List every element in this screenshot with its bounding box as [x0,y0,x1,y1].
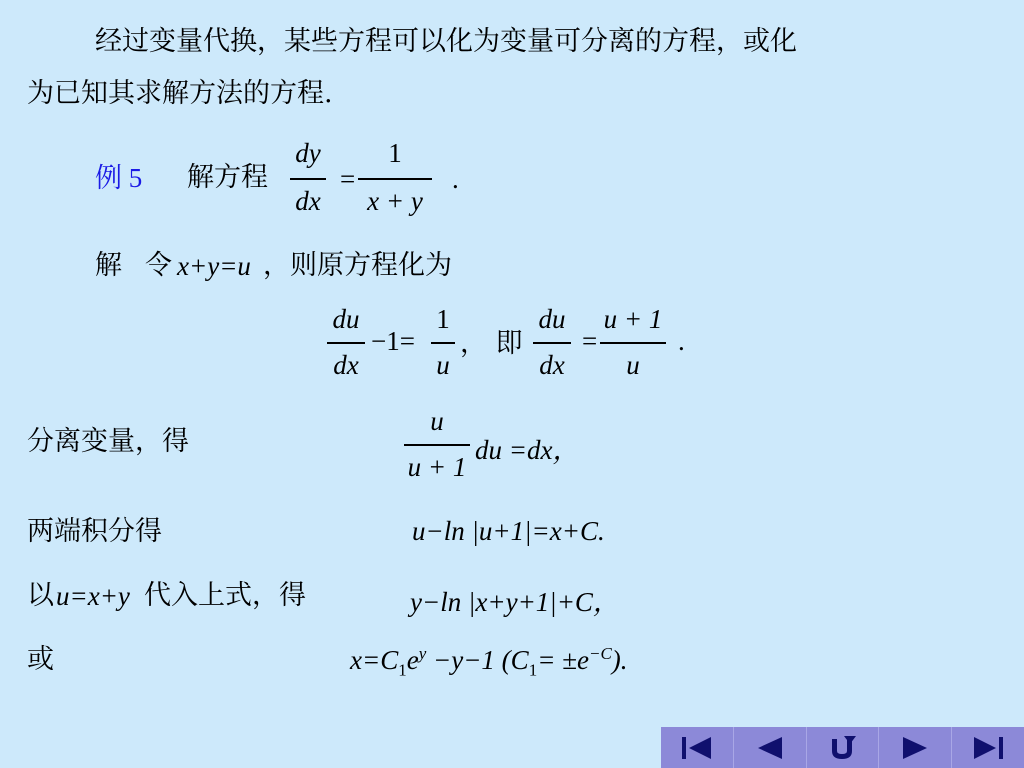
substitute-label-a: 以 [27,580,54,611]
eq2-fraction-2 [431,304,455,388]
fraction-numerator: du [538,304,566,334]
fraction-denominator: dx [333,350,359,380]
example-lhs-fraction [290,138,326,222]
intro-line-2: 为已知其求解方法的方程. [27,78,333,109]
previous-page-button[interactable] [733,727,806,768]
fraction-denominator: dx [295,186,321,216]
or-formula [350,644,628,680]
solution-let: 令 [145,250,172,281]
eq2-comma-ji: ， 即 [460,328,523,359]
fraction-numerator: u + 1 [603,304,663,334]
substitute-formula: y−ln |x+y+1|+C， [410,587,620,617]
separate-rest: du =dx， [475,435,580,465]
fraction-numerator: du [332,304,360,334]
fraction-denominator: dx [539,350,565,380]
last-page-icon [968,733,1008,763]
return-button[interactable] [806,727,879,768]
fraction-denominator: u + 1 [407,452,467,482]
fraction-denominator: x + y [367,186,423,216]
fraction-bar [290,178,326,180]
fraction-bar [431,342,455,344]
or-label: 或 [27,644,54,675]
example-rhs-fraction [358,138,432,222]
integrate-label: 两端积分得 [27,516,162,547]
example-period: . [452,164,459,194]
fraction-bar [600,342,666,344]
fraction-numerator: 1 [436,304,450,334]
previous-page-icon [750,733,790,763]
or-part1: x=C [350,645,399,675]
fraction-denominator: u [436,350,450,380]
first-page-button[interactable] [661,727,733,768]
eq2-equals: = [582,326,598,356]
or-sub2: 1 [528,660,538,680]
or-sub1: 1 [398,660,407,680]
fraction-numerator: 1 [388,138,402,168]
integrate-formula: u−ln |u+1|=x+C. [412,516,605,546]
fraction-bar [358,178,432,180]
solution-lead: 解 [95,250,122,281]
eq2-fraction-4 [600,304,666,388]
solution-rest: ，则原方程化为 [263,250,452,281]
fraction-bar [533,342,571,344]
next-page-button[interactable] [878,727,951,768]
eq2-fraction-1 [327,304,365,388]
last-page-button[interactable] [951,727,1024,768]
example-equals: = [340,164,356,194]
slide-navigation-bar [661,727,1024,768]
fraction-numerator: dy [295,138,321,168]
return-icon [822,733,862,763]
separate-label: 分离变量，得 [27,426,189,457]
example-prompt: 解方程 [187,162,268,193]
or-sup1: y [418,644,427,663]
substitute-label-b: u=x+y [56,581,130,611]
solution-substitution: x+y=u [177,251,251,281]
substitute-label-c: 代入上式，得 [144,580,306,611]
or-part2: e [406,645,419,675]
fraction-bar [327,342,365,344]
eq2-fraction-3 [533,304,571,388]
or-part5: ). [611,645,628,675]
fraction-numerator: u [430,406,444,436]
separate-fraction [404,406,470,490]
or-part3: −y−1 (C [426,645,529,675]
or-sup2: −C [588,644,612,663]
or-part4: = ±e [537,645,589,675]
eq2-period: . [678,326,685,356]
intro-line-1: 经过变量代换，某些方程可以化为变量可分离的方程，或化 [95,26,797,57]
first-page-icon [677,733,717,763]
fraction-bar [404,444,470,446]
eq2-minus-one: −1= [371,326,415,356]
fraction-denominator: u [626,350,640,380]
next-page-icon [895,733,935,763]
example-label: 例 5 [95,163,143,193]
